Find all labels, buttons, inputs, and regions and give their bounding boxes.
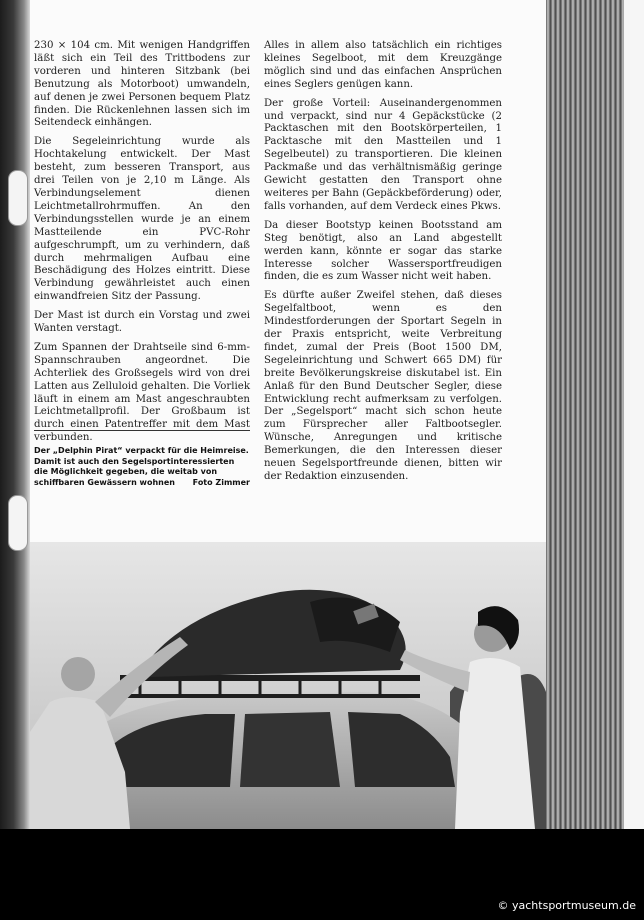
photo-caption bbox=[34, 446, 250, 488]
left-paragraph-2: Die Segeleinrichtung wurde als Hochtakelung entwickelt. Der Mast besteht, zum besseren Transport, aus drei Teilen von je 2,10 m Länge. Als Verbindungselement dienen Leichtmetallrohrmuffen. An den Verbindungsstellen wurde je an einem Mastteilende ein PVC-Rohr aufgeschrumpft, um zu verhindern, daß durch mehrmaligen Aufbau eine Beschädigung des Holzes eintritt. Diese Verbindung gewährleistet auch einen einwandfreien Sitz der Passung. bbox=[34, 136, 250, 303]
copyright-notice: © yachtsportmuseum.de bbox=[497, 899, 636, 912]
caption-divider bbox=[34, 430, 250, 431]
right-margin bbox=[624, 0, 644, 829]
black-footer bbox=[0, 829, 644, 920]
left-paragraph-3: Der Mast ist durch ein Vorstag und zwei Wanten verstagt. bbox=[34, 310, 250, 335]
car-window-middle bbox=[240, 712, 340, 787]
right-text-column bbox=[264, 40, 502, 490]
ring-hole-bottom bbox=[8, 495, 28, 551]
photo-credit: Foto Zimmer bbox=[192, 477, 250, 487]
left-paragraph-4: Zum Spannen der Drahtseile sind 6-mm-Spannschrauben angeordnet. Die Achterliek des Großsegels wird von drei Latten aus Zelluloid gehalten. Die Vorliek läuft in einem am Mast angeschraubten Leichtmetallprofil. Der Großbaum ist durch einen Patentreffer mit dem Mast verbunden. bbox=[34, 341, 250, 444]
right-paragraph-3: Da dieser Bootstyp keinen Bootsstand am Steg benötigt, also an Land abgestellt werden kann, könnte er sogar das starke Interesse solcher Wassersportfreudigen finden, die es zum Wasser nicht weit haben. bbox=[264, 219, 502, 283]
right-paragraph-4: Es dürfte außer Zweifel stehen, daß dieses Segelfaltboot, wenn es den Mindestforderungen der Sportart Segeln in der Praxis entspricht, weite Verbreitung findet, zumal der Preis (Boot 1500 DM, Segeleinrichtung und Schwert 665 DM) für breite Bevölkerungskreise diskutabel ist. Ein Anlaß für den Bund Deutscher Segler, diese Entwicklung recht aufmerksam zu verfolgen. Der „Segelsport“ macht sich schon heute zum Fürsprecher aller Faltbootsegler. Wünsche, Anregungen und kritische Bemerkungen, die den Interessen dieser neuen Segelsportfreunde dienen, bitten wir der Redaktion einzusenden. bbox=[264, 290, 502, 482]
right-paragraph-2: Der große Vorteil: Auseinandergenommen und verpackt, sind nur 4 Gepäckstücke (2 Packtaschen mit den Bootskörperteilen, 1 Packtasche mit den Mastteilen und 1 Segelbeutel) zu transportieren. Die kleinen Packmaße und das verhältnismäßig geringe Gewicht gestatten den Transport ohne weiteres per Bahn (Gepäckbeförderung) oder, falls vorhanden, auf dem Verdeck eines Pkws. bbox=[264, 97, 502, 212]
binding-shadow bbox=[0, 0, 30, 829]
roof-rack-lower-rail bbox=[120, 694, 420, 698]
book-page-edges bbox=[546, 0, 624, 829]
left-text-column bbox=[34, 40, 250, 451]
right-paragraph-1: Alles in allem also tatsächlich ein richtiges kleines Segelboot, mit dem Kreuzgänge möglich sind und das einfachen Ansprüchen eines Seglers genügen kann. bbox=[264, 40, 502, 90]
ring-hole-top bbox=[8, 170, 28, 226]
left-paragraph-1: 230 × 104 cm. Mit wenigen Handgriffen läßt sich ein Teil des Trittbodens zur vorderen und hinteren Sitzbank (bei Benutzung als Motorboot) umwandeln, auf denen je zwei Personen bequem Platz finden. Die Rückenlehnen lassen sich im Seitendeck einhängen. bbox=[34, 40, 250, 129]
car-roof-photo bbox=[30, 542, 546, 829]
man-head bbox=[61, 657, 95, 691]
caption-text: Der „Delphin Pirat“ verpackt für die Heimreise. Damit ist auch den Segelsportinteressierten die Möglichkeit gegeben, die weitab von schiffbaren Gewässern wohnen bbox=[34, 446, 249, 487]
